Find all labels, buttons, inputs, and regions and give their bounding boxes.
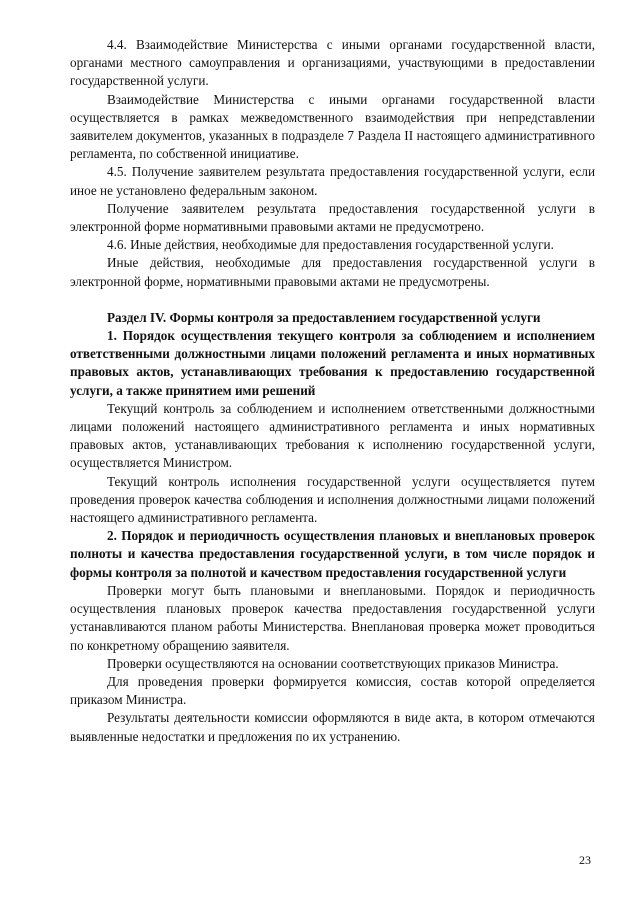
paragraph: Проверки осуществляются на основании соответствующих приказов Министра. [107,655,559,671]
paragraph: Текущий контроль за соблюдением и исполнением ответственными должностными лицами положений настоящего административного регламента и иных нормативных правовых актов, устанавливающих требования к исполнению государственной услуги, осуществляется Министром. [70,400,595,471]
paragraph: 4.4. Взаимодействие Министерства с иными органами государственной власти, органами местного самоуправления и организациями, участвующими в предоставлении государственной услуги. [70,37,595,89]
paragraph: 4.6. Иные действия, необходимые для предоставления государственной услуги. [107,237,554,253]
subsection-heading: 2. Порядок и периодичность осуществления плановых и внеплановых проверок полноты и качества предоставления государственной услуги, в том числе порядок и формы контроля за полнотой и качеством предоставления государственной услуги [70,528,595,580]
paragraph: Взаимодействие Министерства с иными органами государственной власти осуществляется в рамках межведомственного взаимодействия при непредставлении заявителем документов, указанных в подразделе 7 Раздела II настоящего административного регламента, по собственной инициативе. [70,91,595,162]
section-heading: Раздел IV. Формы контроля за предоставлением государственной услуги [107,309,541,325]
paragraph: Проверки могут быть плановыми и внеплановыми. Порядок и периодичность осуществления плановых проверок качества предоставления государственной услуги устанавливаются планом работы Министерства. Внеплановая проверка может проводиться по конкретному обращению заявителя. [70,582,595,653]
paragraph: Текущий контроль исполнения государственной услуги осуществляется путем проведения проверок качества соблюдения и исполнения должностными лицами положений настоящего административного регламента. [70,473,595,526]
paragraph: 4.5. Получение заявителем результата предоставления государственной услуги, если иное не установлено федеральным законом. [70,164,595,198]
paragraph: Результаты деятельности комиссии оформляются в виде акта, в котором отмечаются выявленные недостатки и предложения по их устранению. [70,710,595,744]
document-body [70,36,595,746]
paragraph: Получение заявителем результата предоставления государственной услуги в электронной форме нормативными правовыми актами не предусмотрено. [70,200,595,235]
subsection-heading: 1. Порядок осуществления текущего контроля за соблюдением и исполнением ответственными должностными лицами положений регламента и иных нормативных правовых актов, устанавливающих требования к предоставлению государственной услуги, а также принятием ими решений [70,328,595,398]
paragraph: Для проведения проверки формируется комиссия, состав которой определяется приказом Министра. [70,673,595,708]
paragraph: Иные действия, необходимые для предоставления государственной услуги в электронной форме, нормативными правовыми актами не предусмотрены. [70,255,595,289]
page-number: 23 [579,853,591,867]
